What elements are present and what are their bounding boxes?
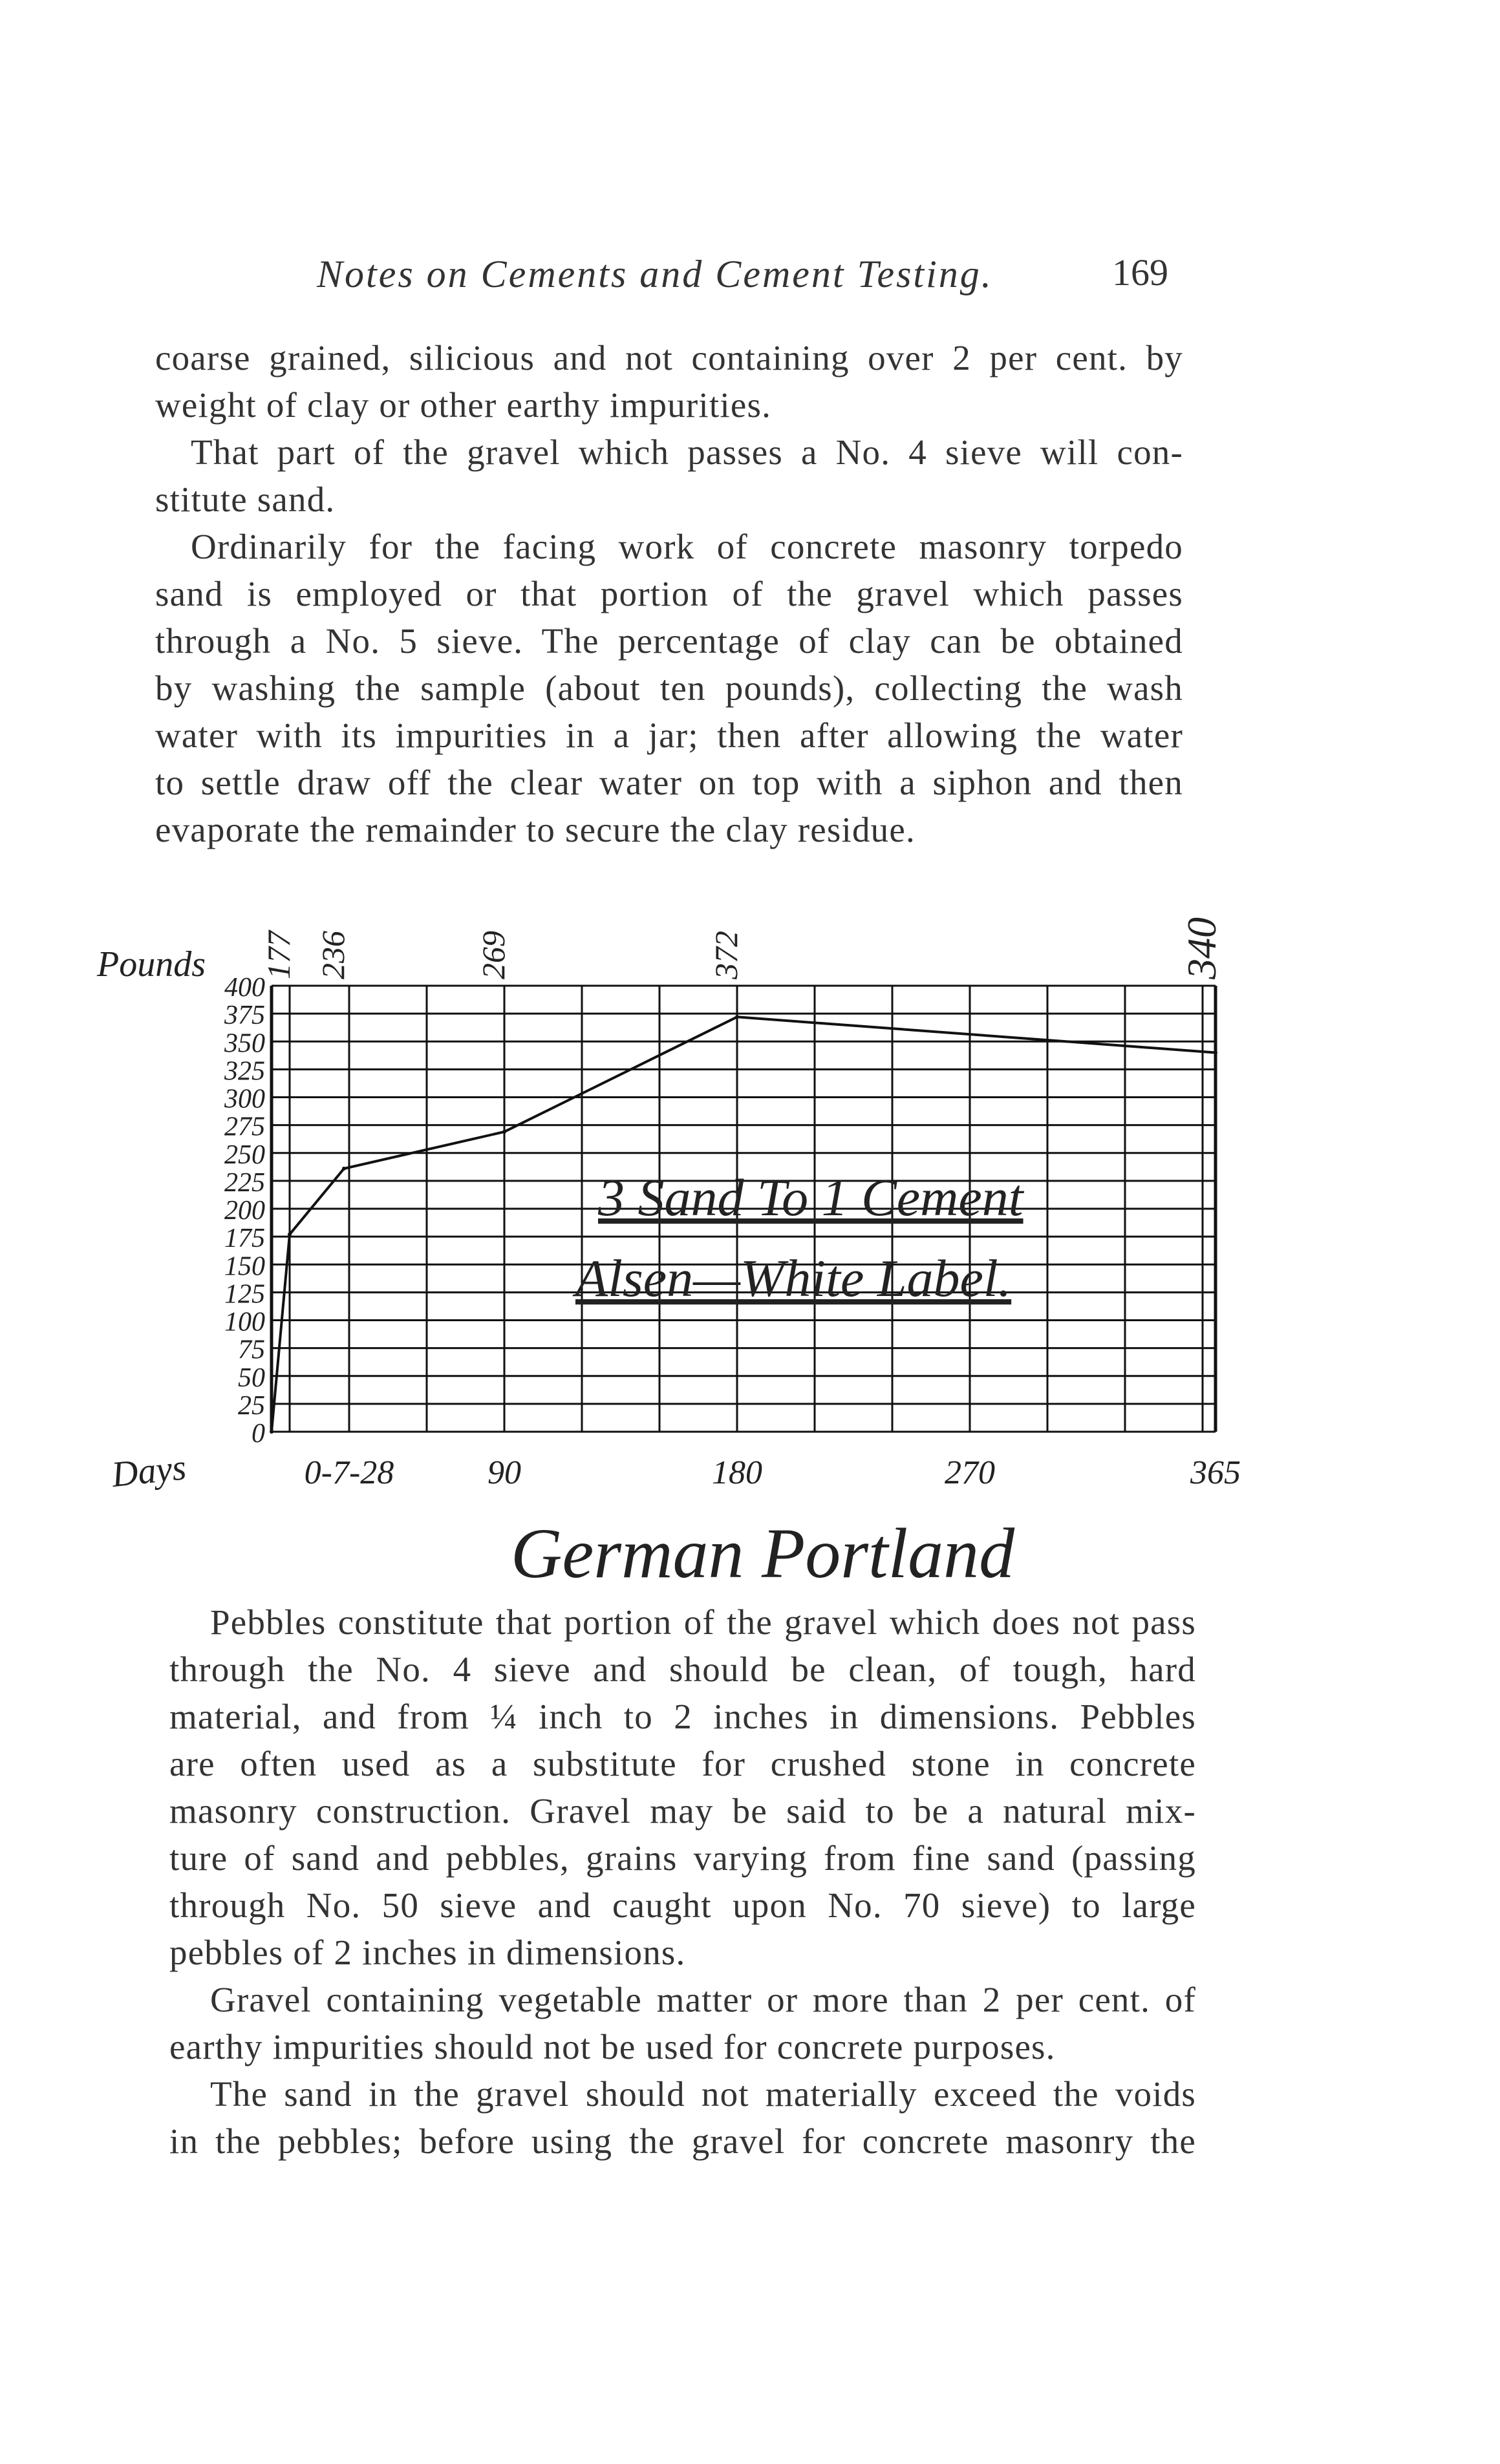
y-tick-label: 0 (252, 1419, 265, 1449)
text-line: earthy impurities should not be used for concrete purposes. (169, 2027, 1056, 2066)
text-line: through No. 50 sieve and caught upon No. 70 sieve) to large (169, 1885, 1196, 1925)
x-tick-label: 180 (712, 1454, 762, 1491)
y-tick-label: 375 (224, 1001, 265, 1031)
text-line: evaporate the remainder to secure the clay residue. (155, 810, 916, 849)
value-label: 236 (315, 931, 351, 979)
text-line: The sand in the gravel should not materially exceed the voids (210, 2074, 1196, 2114)
text-line: through the No. 4 sieve and should be clean, of tough, hard (169, 1650, 1196, 1689)
y-tick-labels (224, 973, 265, 1449)
x-tick-label: 0-7-28 (304, 1454, 394, 1491)
value-labels (261, 917, 1225, 980)
text-line: sand is employed or that portion of the gravel which passes (155, 574, 1183, 613)
y-tick-label: 300 (224, 1084, 265, 1114)
y-tick-label: 150 (224, 1251, 265, 1282)
text-line: through a No. 5 sieve. The percentage of clay can be obtained (155, 621, 1183, 661)
text-line: That part of the gravel which passes a No. 4 sieve will con- (191, 432, 1183, 472)
y-axis-title: Pounds (97, 944, 206, 984)
page-number: 169 (1112, 251, 1168, 293)
y-tick-label: 275 (224, 1112, 265, 1142)
strength-chart (0, 860, 1500, 1603)
text-line: to settle draw off the clear water on top with a siphon and then (155, 763, 1183, 802)
y-tick-label: 225 (224, 1167, 265, 1198)
y-tick-label: 25 (238, 1390, 265, 1421)
x-tick-label: 90 (488, 1454, 521, 1491)
text-line: Ordinarily for the facing work of concrete masonry torpedo (191, 527, 1183, 566)
data-point (288, 1233, 292, 1237)
value-label: 269 (475, 931, 511, 979)
y-tick-label: 400 (224, 973, 265, 1003)
y-tick-label: 325 (224, 1056, 265, 1087)
y-tick-label: 75 (238, 1335, 265, 1365)
value-label: 372 (708, 931, 744, 979)
data-point (735, 1015, 739, 1019)
text-line: pebbles of 2 inches in dimensions. (169, 1933, 686, 1972)
data-point (342, 1167, 346, 1171)
running-header: Notes on Cements and Cement Testing. (317, 253, 993, 295)
text-line: material, and from ¼ inch to 2 inches in dimensions. Pebbles (169, 1697, 1196, 1736)
y-tick-label: 100 (224, 1307, 265, 1337)
text-line: coarse grained, silicious and not containing over 2 per cent. by (155, 338, 1183, 377)
y-tick-label: 350 (224, 1028, 265, 1059)
text-line: masonry construction. Gravel may be said to be a natural mix- (169, 1791, 1196, 1831)
y-tick-label: 200 (224, 1196, 265, 1226)
chart-caption: German Portland (511, 1514, 1015, 1593)
text-line: by washing the sample (about ten pounds), collecting the wash (155, 668, 1183, 708)
y-tick-label: 175 (224, 1224, 265, 1254)
y-tick-label: 50 (238, 1363, 265, 1393)
chart-annotation: 3 Sand To 1 Cement (598, 1168, 1023, 1227)
chart-annotation: Alsen—White Label. (575, 1249, 1012, 1308)
text-line: water with its impurities in a jar; then after allowing the water (155, 716, 1183, 755)
x-tick-label: 270 (945, 1454, 995, 1491)
x-tick-labels (305, 1454, 1241, 1491)
data-point (270, 1430, 273, 1434)
value-label: 177 (261, 931, 297, 979)
y-tick-label: 125 (224, 1279, 265, 1310)
text-line: are often used as a substitute for crushed stone in concrete (169, 1744, 1196, 1783)
text-line: Gravel containing vegetable matter or more than 2 per cent. of (210, 1980, 1196, 2019)
text-line: in the pebbles; before using the gravel for concrete masonry the (169, 2121, 1196, 2161)
text-line: stitute sand. (155, 480, 336, 519)
text-line: ture of sand and pebbles, grains varying from fine sand (passing (169, 1838, 1196, 1878)
y-tick-label: 250 (224, 1140, 265, 1170)
value-label: 340 (1179, 917, 1225, 979)
text-line: weight of clay or other earthy impurities. (155, 385, 772, 425)
text-line: Pebbles constitute that portion of the gravel which does not pass (210, 1602, 1196, 1642)
data-point (502, 1130, 506, 1134)
x-tick-label: 365 (1190, 1454, 1241, 1491)
x-axis-title: Days (109, 1447, 188, 1495)
data-point (1214, 1051, 1217, 1055)
